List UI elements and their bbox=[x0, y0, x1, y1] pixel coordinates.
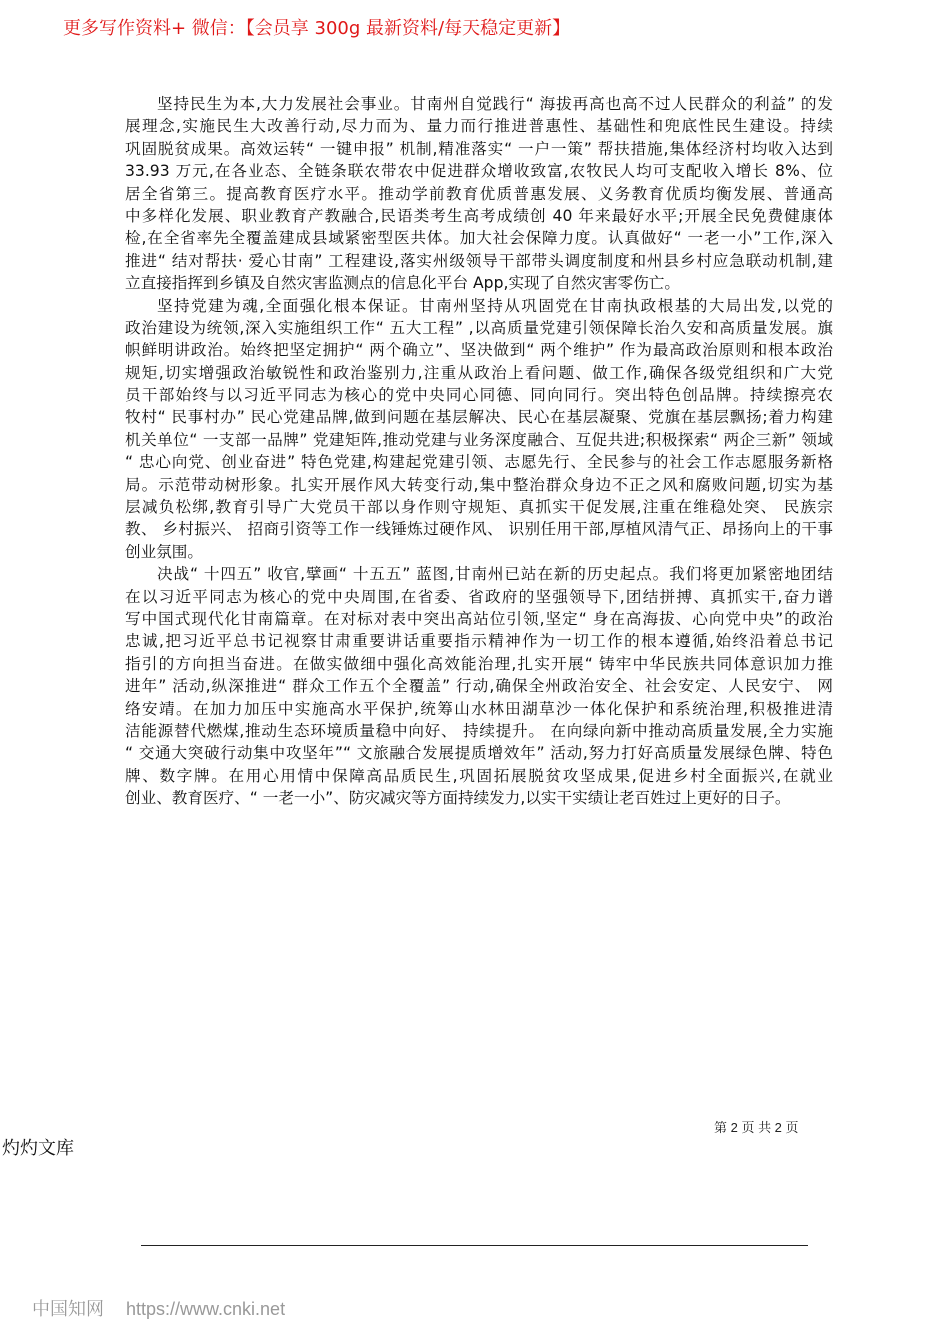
text-line: 巩固脱贫成果。高效运转“ 一键申报” 机制,精准落实“ 一户一策” 帮扶措施,集体经济村均收入达到 bbox=[125, 139, 833, 158]
text-line: 展理念,实施民生大改善行动,尽力而为、量力而行推进普惠性、基础性和兜底性民生建设。持续 bbox=[125, 117, 833, 136]
promo-banner: 更多写作资料+ 微信：【会员享 300g 最新资料/每天稳定更新】 bbox=[63, 18, 571, 39]
text-line: “ 交通大突破行动集中攻坚年”“ 文旅融合发展提质增效年” 活动,努力打好高质量发展绿色牌、特色 bbox=[125, 744, 833, 763]
paragraph bbox=[125, 93, 833, 295]
document-body bbox=[125, 93, 833, 810]
text-line: 忠诚,把习近平总书记视察甘肃重要讲话重要指示精神作为一切工作的根本遵循,始终沿着总书记 bbox=[125, 632, 833, 651]
text-line: 推进“ 结对帮扶· 爱心甘南” 工程建设,落实州级领导干部带头调度制度和州县乡村应急联动机制,建 bbox=[125, 251, 833, 270]
text-line: 创业氛围。 bbox=[125, 542, 203, 561]
text-line: 检,在全省率先全覆盖建成县域紧密型医共体。加大社会保障力度。认真做好“ 一老一小”工作,深入 bbox=[125, 229, 833, 248]
text-line: 牧村“ 民事村办” 民心党建品牌,做到问题在基层解决、民心在基层凝聚、党旗在基层飘扬;着力构建 bbox=[125, 408, 833, 427]
text-line: 坚持党建为魂,全面强化根本保证。甘南州坚持从巩固党在甘南执政根基的大局出发,以党的 bbox=[157, 296, 833, 315]
text-line: 层减负松绑,教育引导广大党员干部以身作则守规矩、真抓实干促发展,注重在维稳处突、 民族宗 bbox=[125, 498, 833, 517]
text-line: 政治建设为统领,深入实施组织工作“ 五大工程” ,以高质量党建引领保障长治久安和高质量发展。旗 bbox=[125, 318, 833, 337]
text-line: 进年” 活动,纵深推进“ 群众工作五个全覆盖” 行动,确保全州政治安全、社会安定、人民安宁、 网 bbox=[125, 677, 833, 696]
text-line: 规矩,切实增强政治敏锐性和政治鉴别力,注重从政治上看问题、做工作,确保各级党组织和广大党 bbox=[125, 363, 833, 382]
text-line: 局。示范带动树形象。扎实开展作风大转变行动,集中整治群众身边不正之风和腐败问题,切实为基 bbox=[125, 475, 833, 494]
text-line: 33.93 万元,在各业态、全链条联农带农中促进群众增收致富,农牧民人均可支配收入增长 8%、位 bbox=[125, 162, 833, 181]
text-line: 创业、教育医疗、“ 一老一小”、防灾减灾等方面持续发力,以实干实绩让老百姓过上更好的日子。 bbox=[125, 789, 791, 808]
text-line: 洁能源替代燃煤,推动生态环境质量稳中向好、 持续提升。 在向绿向新中推动高质量发展,全力实施 bbox=[125, 721, 833, 740]
text-line: 帜鲜明讲政治。始终把坚定拥护“ 两个确立”、坚决做到“ 两个维护” 作为最高政治原则和根本政治 bbox=[125, 341, 833, 360]
cnki-url[interactable]: https://www.cnki.net bbox=[126, 1299, 286, 1319]
text-line: 络安靖。在加力加压中实施高水平保护,统筹山水林田湖草沙一体化保护和系统治理,积极推进清 bbox=[125, 699, 833, 718]
footer-divider bbox=[141, 1245, 808, 1246]
watermark-label: 灼灼文库 bbox=[2, 1138, 74, 1159]
paragraph bbox=[125, 295, 833, 564]
text-line: 写中国式现代化甘南篇章。在对标对表中突出高站位引领,坚定“ 身在高海拔、心向党中央”的政治 bbox=[125, 609, 833, 628]
cnki-footer bbox=[32, 1295, 307, 1321]
text-line: 在以习近平同志为核心的党中央周围,在省委、省政府的坚强领导下,团结拼搏、真抓实干,奋力谱 bbox=[125, 587, 833, 606]
text-line: 中多样化发展、职业教育产教融合,民语类考生高考成绩创 40 年来最好水平;开展全民免费健康体 bbox=[125, 206, 833, 225]
cnki-name: 中国知网 bbox=[32, 1299, 104, 1319]
text-line: 教、 乡村振兴、 招商引资等工作一线锤炼过硬作风、 识别任用干部,厚植风清气正、昂扬向上的干事 bbox=[125, 520, 833, 539]
text-line: 居全省第三。提高教育医疗水平。推动学前教育优质普惠发展、义务教育优质均衡发展、普通高 bbox=[125, 184, 833, 203]
text-line: 指引的方向担当奋进。在做实做细中强化高效能治理,扎实开展“ 铸牢中华民族共同体意识加力推 bbox=[125, 654, 833, 673]
text-line: “ 忠心向党、创业奋进” 特色党建,构建起党建引领、志愿先行、全民参与的社会工作志愿服务新格 bbox=[125, 453, 833, 472]
paragraph bbox=[125, 563, 833, 809]
text-line: 员干部始终与以习近平同志为核心的党中央同心同德、同向同行。突出特色创品牌。持续擦亮农 bbox=[125, 386, 833, 405]
text-line: 牌、数字牌。在用心用情中保障高品质民生,巩固拓展脱贫攻坚成果,促进乡村全面振兴,在就业 bbox=[125, 766, 833, 785]
text-line: 机关单位“ 一支部一品牌” 党建矩阵,推动党建与业务深度融合、互促共进;积极探索“ 两企三新” 领域 bbox=[125, 430, 833, 449]
page-number: 第 2 页 共 2 页 bbox=[714, 1120, 799, 1135]
text-line: 坚持民生为本,大力发展社会事业。甘南州自觉践行“ 海拔再高也高不过人民群众的利益” 的发 bbox=[157, 95, 833, 113]
text-line: 决战“ 十四五” 收官,擘画“ 十五五” 蓝图,甘南州已站在新的历史起点。我们将更加紧密地团结 bbox=[157, 565, 833, 584]
text-line: 立直接指挥到乡镇及自然灾害监测点的信息化平台 App,实现了自然灾害零伤亡。 bbox=[125, 274, 680, 293]
